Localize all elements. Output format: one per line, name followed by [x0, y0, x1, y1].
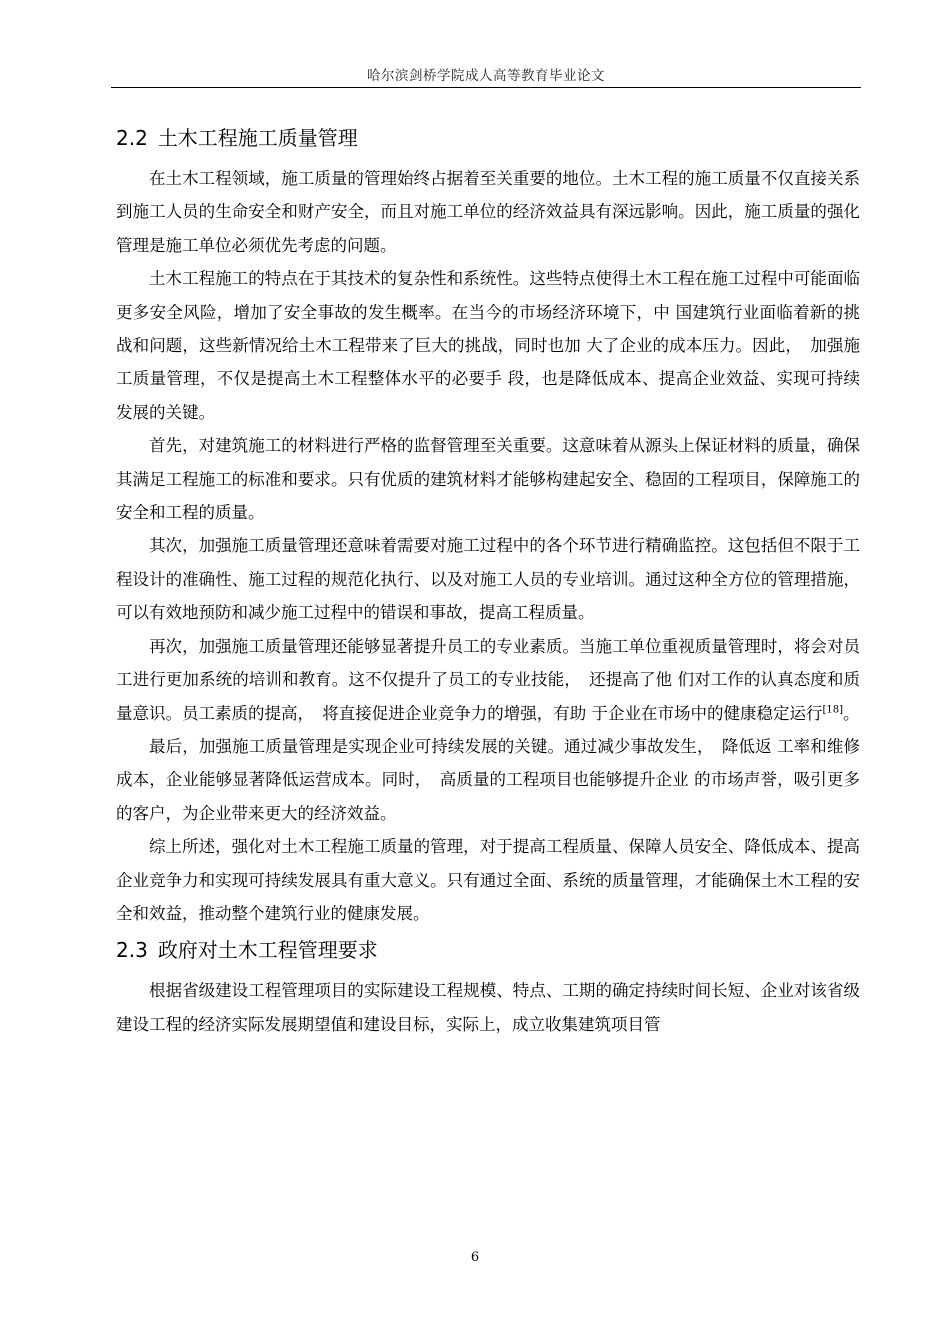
paragraph: 土木工程施工的特点在于其技术的复杂性和系统性。这些特点使得土木工程在施工过程中可能面临更多安全风险，增加了安全事故的发生概率。在当今的市场经济环境下，中 国建筑行业面临着新的挑战和问题，这些新情况给土木工程带来了巨大的挑战，同时也加 大了企业的成本压力。因此， 加强施工质量管理，不仅是提高土木工程整体水平的必要手 段，也是降低成本、提高企业效益、实现可持续发展的关键。: [116, 269, 860, 422]
section-number: 2.2: [116, 126, 148, 150]
citation-ref: [18]: [822, 704, 844, 715]
running-header: 哈尔滨剑桥学院成人高等教育毕业论文: [367, 68, 605, 84]
section-heading-2-2: [116, 118, 860, 162]
section-title: 政府对土木工程管理要求: [157, 938, 378, 963]
paragraph: 其次，加强施工质量管理还意味着需要对施工过程中的各个环节进行精确监控。这包括但不限于工程设计的准确性、施工过程的规范化执行、以及对施工人员的专业培训。通过这种全方位的管理措施，可以有效地预防和减少施工过程中的错误和事故，提高工程质量。: [116, 536, 860, 623]
paragraph: 最后，加强施工质量管理是实现企业可持续发展的关键。通过减少事故发生， 降低返 工率和维修成本，企业能够显著降低运营成本。同时， 高质量的工程项目也能够提升企业 的市场声誉，吸引更多的客户，为企业带来更大的经济效益。: [116, 736, 860, 823]
section-title: 土木工程施工质量管理: [157, 126, 358, 150]
header-rule: [111, 87, 861, 88]
paragraph-end: 。: [843, 703, 860, 723]
page-number: 6: [470, 1250, 480, 1265]
paragraph: 根据省级建设工程管理项目的实际建设工程规模、特点、工期的确定持续时间长短、企业对该省级建设工程的经济实际发展期望值和建设目标，实际上，成立收集建筑项目管: [116, 981, 860, 1034]
paragraph: 综上所述，强化对土木工程施工质量的管理，对于提高工程质量、保障人员安全、降低成本、提高企业竞争力和实现可持续发展具有重大意义。只有通过全面、系统的质量管理，才能确保土木工程的安全和效益，推动整个建筑行业的健康发展。: [116, 837, 860, 923]
section-number: 2.3: [116, 938, 148, 963]
paragraph-text: 再次，加强施工质量管理还能够显著提升员工的专业素质。当施工单位重视质量管理时，将会对员工进行更加系统的培训和教育。这不仅提升了员工的专业技能， 还提高了他 们对工作的认真态度和质量意识。员工素质的提高， 将直接促进企业竞争力的增强，有助 于企业在市场中的健康稳定运行: [116, 636, 860, 723]
paragraph: 在土木工程领域，施工质量的管理始终占据着至关重要的地位。土木工程的施工质量不仅直接关系到施工人员的生命安全和财产安全，而且对施工单位的经济效益具有深远影响。因此，施工质量的强化管理是施工单位必须优先考虑的问题。: [116, 169, 860, 255]
section-heading-2-3: [116, 930, 860, 974]
body-text: [116, 118, 860, 1041]
paragraph: 首先，对建筑施工的材料进行严格的监督管理至关重要。这意味着从源头上保证材料的质量，确保其满足工程施工的标准和要求。只有优质的建筑材料才能够构建起安全、稳固的工程项目，保障施工的安全和工程的质量。: [116, 436, 860, 523]
paragraph-with-citation: [116, 630, 860, 730]
